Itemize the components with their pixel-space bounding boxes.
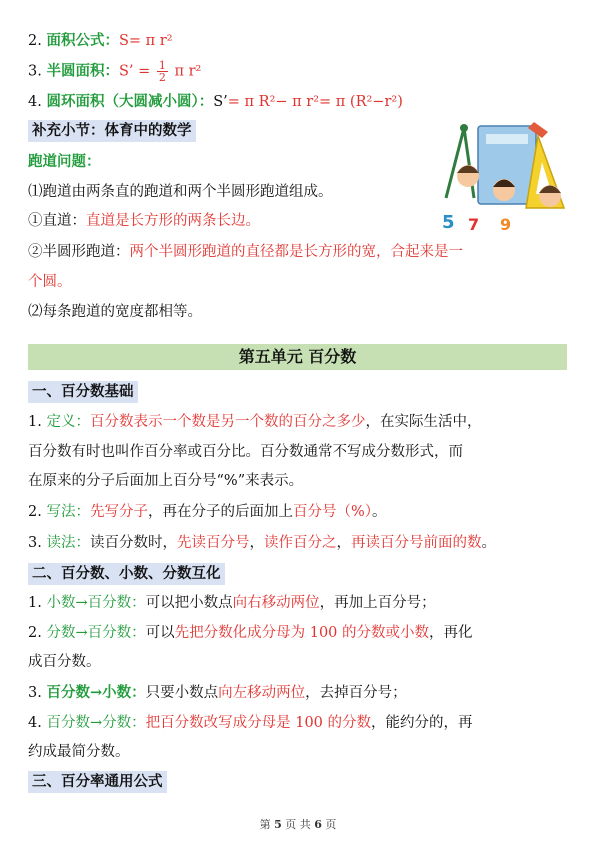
unit-title: 第五单元 百分数: [28, 344, 567, 370]
section-heading: 三、百分率通用公式: [28, 771, 167, 793]
page-total: 6: [314, 818, 322, 831]
formula-label: 半圆面积：: [46, 62, 119, 80]
formula-label: 圆环面积（大圆减小圆）：: [46, 93, 214, 110]
straight-track-item: ①直道：直道是长方形的两条长边。: [28, 213, 260, 229]
track-title: 跑道问题：: [28, 153, 101, 170]
conversion-cont: 约成最简分数。: [28, 744, 130, 760]
svg-text:9: 9: [500, 215, 512, 234]
definition-cont: 百分数有时也叫作百分率或百分比。百分数通常不写成分数形式，而: [28, 444, 463, 460]
formula-value: S= π r²: [118, 33, 173, 49]
children-math-illustration: [438, 118, 572, 234]
conversion-item: 4. 百分数→分数：把百分数改写成分母是 100 的分数，能约分的，再: [28, 715, 473, 731]
svg-text:5: 5: [442, 212, 455, 233]
section-heading: 二、百分数、小数、分数互化: [28, 563, 225, 585]
semicircle-track-item: ②半圆形跑道：两个半圆形跑道的直径都是长方形的宽，合起来是一: [28, 244, 463, 260]
formula-area: 2. 面积公式：S= π r²: [28, 32, 173, 49]
paragraph: ⑴跑道由两条直的跑道和两个半圆形跑道组成。: [28, 184, 333, 200]
semicircle-track-cont: 个圆。: [28, 274, 72, 290]
formula-semicircle: 3. 半圆面积：S’ = $\frac{1}{2}$ π r²: [28, 59, 202, 84]
svg-text:7: 7: [468, 215, 480, 234]
paragraph: ⑵每条跑道的宽度都相等。: [28, 304, 202, 320]
definition-item: 1. 定义：百分数表示一个数是另一个数的百分之多少，在实际生活中，: [28, 414, 482, 430]
writing-item: 2. 写法：先写分子，再在分子的后面加上百分号（%）。: [28, 504, 387, 520]
page-footer: 第 5 页 共 6 页: [259, 818, 337, 831]
page-number: 5: [274, 818, 282, 831]
reading-item: 3. 读法：读百分数时，先读百分号，读作百分之，再读百分号前面的数。: [28, 535, 496, 551]
conversion-cont: 成百分数。: [28, 654, 101, 670]
formula-label: 面积公式：: [46, 32, 119, 49]
conversion-item: 3. 百分数→小数：只要小数点向左移动两位，去掉百分号；: [28, 684, 407, 701]
formula-ring: 4. 圆环面积（大圆减小圆）：S’= π R²− π r²= π (R²−r²): [28, 93, 403, 110]
conversion-item: 1. 小数→百分数：可以把小数点向右移动两位，再加上百分号；: [28, 595, 436, 611]
section-heading: 一、百分数基础: [28, 381, 138, 403]
definition-cont: 在原来的分子后面加上百分号“%”来表示。: [28, 473, 304, 489]
formula-value: = π R²− π r²= π (R²−r²): [227, 94, 403, 110]
fraction: $\frac{1}{2}$: [158, 59, 166, 84]
conversion-item: 2. 分数→百分数：可以先把分数化成分母为 100 的分数或小数，再化: [28, 625, 473, 641]
supplement-heading: 补充小节：体育中的数学: [28, 120, 196, 142]
